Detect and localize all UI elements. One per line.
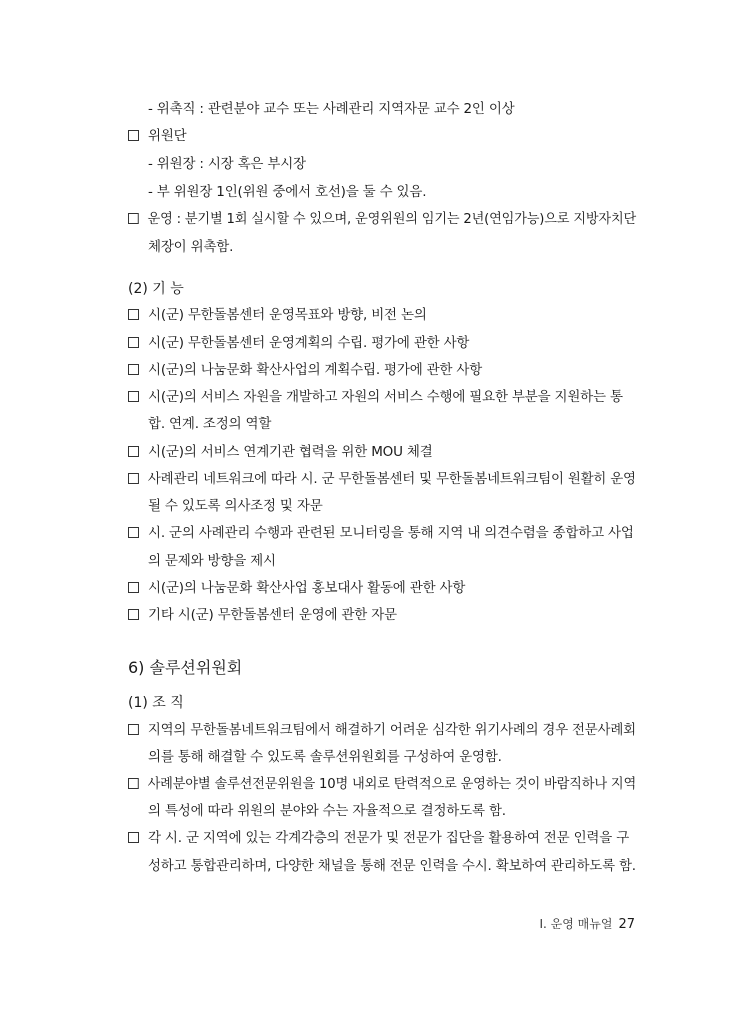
functions-heading: (2) 기 능 [128,281,184,297]
function-item-text: 사례관리 네트워크에 따라 시. 군 무한돌봄센터 및 무한돌봄네트워크팀이 원활히 운영 [147,471,636,487]
committee-bullet [128,127,187,145]
square-bullet-icon [128,527,139,538]
square-bullet-icon [128,391,139,402]
operation-line1: 운영 : 분기별 1회 실시할 수 있으며, 운영위원의 임기는 2년(연임가능)으로 지방자치단 [147,211,637,227]
vice-chair-line: - 부 위원장 1인(위원 중에서 호선)을 둘 수 있음. [148,184,427,200]
square-bullet-icon [128,609,139,620]
function-item [128,388,623,406]
square-bullet-icon [128,364,139,375]
function-item-text: 시(군)의 서비스 자원을 개발하고 자원의 서비스 수행에 필요한 부분을 지원하는 통 [148,389,623,405]
square-bullet-icon [128,473,139,484]
function-item-text: 시(군) 무한돌봄센터 운영계획의 수립. 평가에 관한 사항 [148,335,470,351]
solution-item-text: 각 시. 군 지역에 있는 각계각층의 전문가 및 전문가 집단을 활용하여 전문 인력을 구 [148,830,630,846]
solution-item [128,829,629,847]
function-item-text: 시(군) 무한돌봄센터 운영목표와 방향, 비전 논의 [148,307,427,323]
square-bullet-icon [128,832,139,843]
function-item-continuation: 합. 연계. 조정의 역할 [148,416,272,432]
square-bullet-icon [128,724,139,735]
square-bullet-icon [128,337,139,348]
square-bullet-icon [128,213,139,224]
solution-item-text: 사례분야별 솔루션전문위원을 10명 내외로 탄력적으로 운영하는 것이 바람직하나 지역 [147,776,637,792]
solution-item-text: 지역의 무한돌봄네트워크팀에서 해결하기 어려운 심각한 위기사례의 경우 전문사례회 [147,722,636,738]
solution-item-continuation: 성하고 통합관리하며, 다양한 채널을 통해 전문 인력을 수시. 확보하여 관리하도록 함. [148,858,636,874]
function-item-text: 시(군)의 나눔문화 확산사업 홍보대사 활동에 관한 사항 [148,580,466,596]
page-footer [540,916,636,933]
function-item [128,334,469,352]
function-item-text: 기타 시(군) 무한돌봄센터 운영에 관한 자문 [148,607,397,623]
solution-item-continuation: 의를 통해 해결할 수 있도록 솔루션위원회를 구성하여 운영함. [148,749,502,765]
square-bullet-icon [128,309,139,320]
function-item [128,361,482,379]
footer-section-label: Ⅰ. 운영 매뉴얼 [539,917,613,931]
square-bullet-icon [128,130,139,141]
page-number: 27 [618,917,635,932]
function-item [128,306,427,324]
function-item [128,579,465,597]
function-item [128,443,433,461]
function-item [128,470,636,488]
function-item-text: 시(군)의 서비스 연계기관 협력을 위한 MOU 체결 [148,444,433,460]
function-item-text: 시. 군의 사례관리 수행과 관련된 모니터링을 통해 지역 내 의견수렴을 종합하고 사업 [148,525,634,541]
organization-heading: (1) 조 직 [128,695,184,711]
operation-bullet [128,210,636,228]
solution-item [128,721,636,739]
function-item-continuation: 될 수 있도록 의사조정 및 자문 [148,498,323,514]
function-item [128,524,634,542]
chair-line: - 위원장 : 시장 혹은 부시장 [148,156,306,172]
operation-line2: 체장이 위촉함. [148,239,234,255]
square-bullet-icon [128,778,139,789]
function-item [128,606,397,624]
function-item-text: 시(군)의 나눔문화 확산사업의 계획수립. 평가에 관한 사항 [148,362,483,378]
solution-item [128,775,636,793]
committee-title: 위원단 [148,128,187,144]
solution-committee-title: 6) 솔루션위원회 [128,658,243,677]
appointed-member-line: - 위촉직 : 관련분야 교수 또는 사례관리 지역자문 교수 2인 이상 [148,101,515,117]
square-bullet-icon [128,582,139,593]
solution-item-continuation: 의 특성에 따라 위원의 분야와 수는 자율적으로 결정하도록 함. [148,803,506,819]
function-item-continuation: 의 문제와 방향을 제시 [148,553,276,569]
square-bullet-icon [128,446,139,457]
